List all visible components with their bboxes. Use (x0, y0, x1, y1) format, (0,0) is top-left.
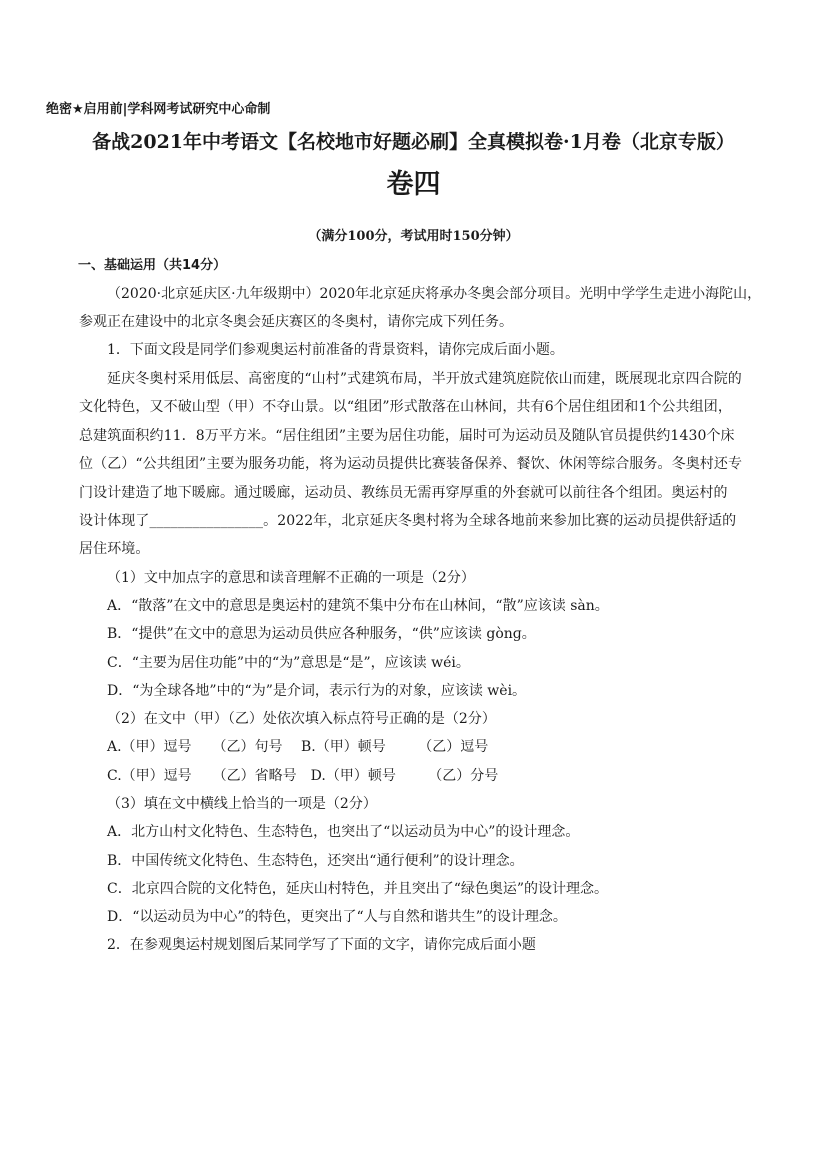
volume-title: 卷四 (386, 169, 441, 200)
passage-line-4: 位（乙）“公共组团”主要为服务功能，将为运动员提供比赛装备保养、餐饮、休闲等综合服务。冬奥村还专 (79, 456, 743, 472)
passage-line-5: 门设计建造了地下暖廊。通过暖廊，运动员、教练员无需再穿厚重的外套就可以前往各个组团。奥运村的 (79, 485, 728, 501)
passage-line-1: 延庆冬奥村采用低层、高密度的“山村”式建筑布局，半开放式建筑庭院依山而建，既展现北京四合院的 (107, 371, 742, 387)
sub-question-2-options-ab: A.（甲）逗号 （乙）句号 B.（甲）顿号 （乙）逗号 (107, 739, 489, 755)
sub-question-3-option-b: B．中国传统文化特色、生态特色，还突出“通行便利”的设计理念。 (107, 853, 524, 869)
sub-question-3-option-a: A．北方山村文化特色、生态特色，也突出了“以运动员为中心”的设计理念。 (107, 824, 580, 840)
sub-question-1-option-d: D．“为全球各地”中的“为”是介词，表示行为的对象，应该读 wèi。 (107, 683, 527, 699)
question-1-stem: 1．下面文段是同学们参观奥运村前准备的背景资料，请你完成后面小题。 (107, 342, 564, 358)
passage-line-6: 设计体现了________________。2022年，北京延庆冬奥村将为全球各地前来参加比赛的运动员提供舒适的 (79, 513, 737, 529)
question-2-stem: 2．在参观奥运村规划图后某同学写了下面的文字，请你完成后面小题 (107, 937, 536, 953)
sub-question-1-option-c: C．“主要为居住功能”中的“为”意思是“是”，应该读 wéi。 (107, 655, 470, 671)
sub-question-1-stem: （1）文中加点字的意思和读音理解不正确的一项是（2分） (107, 570, 475, 586)
sub-question-1-option-b: B．“提供”在文中的意思为运动员供应各种服务，“供”应该读 gònɡ。 (107, 626, 536, 642)
confidential-label: 绝密★启用前|学科网考试研究中心命制 (46, 102, 271, 117)
section-heading: 一、基础运用（共14分） (78, 258, 227, 273)
intro-line-2: 参观正在建设中的北京冬奥会延庆赛区的冬奥村，请你完成下列任务。 (79, 314, 513, 330)
sub-question-2-stem: （2）在文中（甲）（乙）处依次填入标点符号正确的是（2分） (107, 711, 496, 727)
sub-question-2-options-cd: C.（甲）逗号 （乙）省略号 D.（甲）顿号 （乙）分号 (107, 768, 499, 784)
score-info: （满分100分，考试用时150分钟） (308, 229, 519, 244)
sub-question-3-option-d: D．“以运动员为中心”的特色，更突出了“人与自然和谐共生”的设计理念。 (107, 909, 567, 925)
sub-question-3-option-c: C．北京四合院的文化特色，延庆山村特色，并且突出了“绿色奥运”的设计理念。 (107, 881, 609, 897)
sub-question-1-option-a: A．“散落”在文中的意思是奥运村的建筑不集中分布在山林间，“散”应该读 sàn。 (107, 598, 609, 614)
passage-line-2: 文化特色，又不破山型（甲）不夺山景。以“组团”形式散落在山林间，共有6个居住组团和1个公共组团， (79, 399, 732, 415)
intro-line-1: （2020·北京延庆区·九年级期中）2020年北京延庆将承办冬奥会部分项目。光明中学学生走进小海陀山， (107, 286, 762, 302)
sub-question-3-stem: （3）填在文中横线上恰当的一项是（2分） (107, 796, 377, 812)
passage-line-3: 总建筑面积约11．8万平方米。“居住组团”主要为居住功能，届时可为运动员及随队官员提供约1430个床 (79, 428, 735, 444)
passage-line-7: 居住环境。 (79, 541, 150, 557)
exam-title: 备战2021年中考语文【名校地市好题必刷】全真模拟卷·1月卷（北京专版） (92, 131, 735, 153)
